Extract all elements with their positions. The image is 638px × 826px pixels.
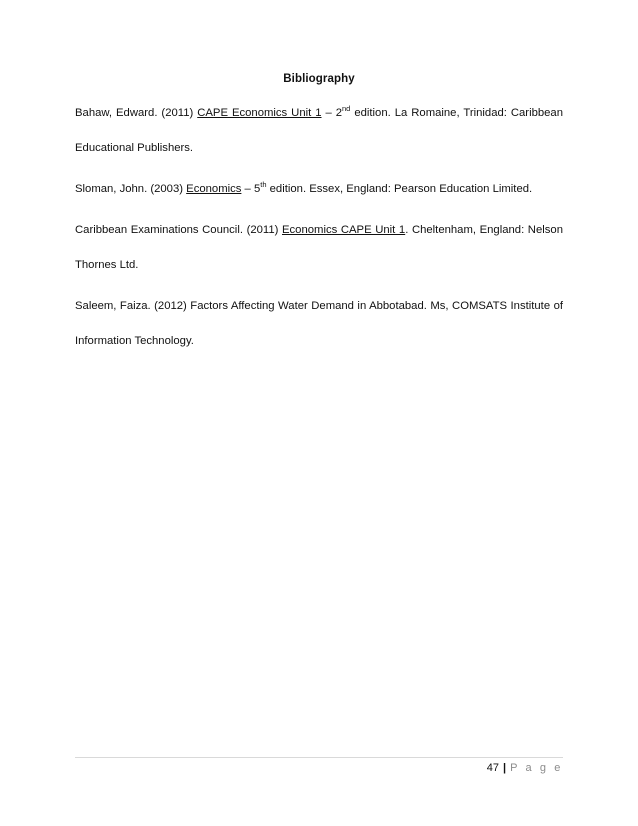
entry-publisher: edition. La Romaine, Trinidad: Caribbean Educational Publishers.	[75, 107, 563, 154]
entry-book-title: CAPE Economics Unit 1	[197, 107, 322, 119]
bibliography-entry-cxc	[75, 213, 563, 283]
entry-book-title: Economics CAPE Unit 1	[282, 224, 406, 236]
entry-edition: – 5	[241, 183, 261, 195]
entry-book-title: Economics	[186, 183, 242, 195]
page-footer	[487, 762, 563, 774]
entry-publisher: . Cheltenham, England: Nelson Thornes Ltd.	[75, 224, 563, 271]
footer-divider	[75, 757, 563, 758]
entry-authors: Sloman, John. (2003)	[75, 183, 187, 195]
bibliography-entry-sloman	[75, 172, 563, 207]
page-number: 47	[486, 762, 500, 774]
page-title: Bibliography	[283, 73, 355, 85]
entry-authors: Caribbean Examinations Council. (2011)	[75, 224, 282, 236]
entry-edition: – 2	[321, 107, 343, 119]
bibliography-entry-saleem: Saleem, Faiza. (2012) Factors Affecting Water Demand in Abbotabad. Ms, COMSATS Institute of Information Technology.	[75, 300, 563, 347]
entry-edition-suffix: th	[260, 180, 267, 190]
bibliography-entry-bahaw	[75, 96, 563, 166]
entry-edition-suffix: nd	[342, 104, 351, 114]
entry-publisher: edition. Essex, England: Pearson Education Limited.	[266, 183, 533, 195]
page-label: P a g e	[510, 762, 563, 774]
footer-separator: |	[503, 762, 507, 774]
bibliography-list	[75, 96, 563, 365]
entry-authors: Bahaw, Edward. (2011)	[75, 107, 198, 119]
